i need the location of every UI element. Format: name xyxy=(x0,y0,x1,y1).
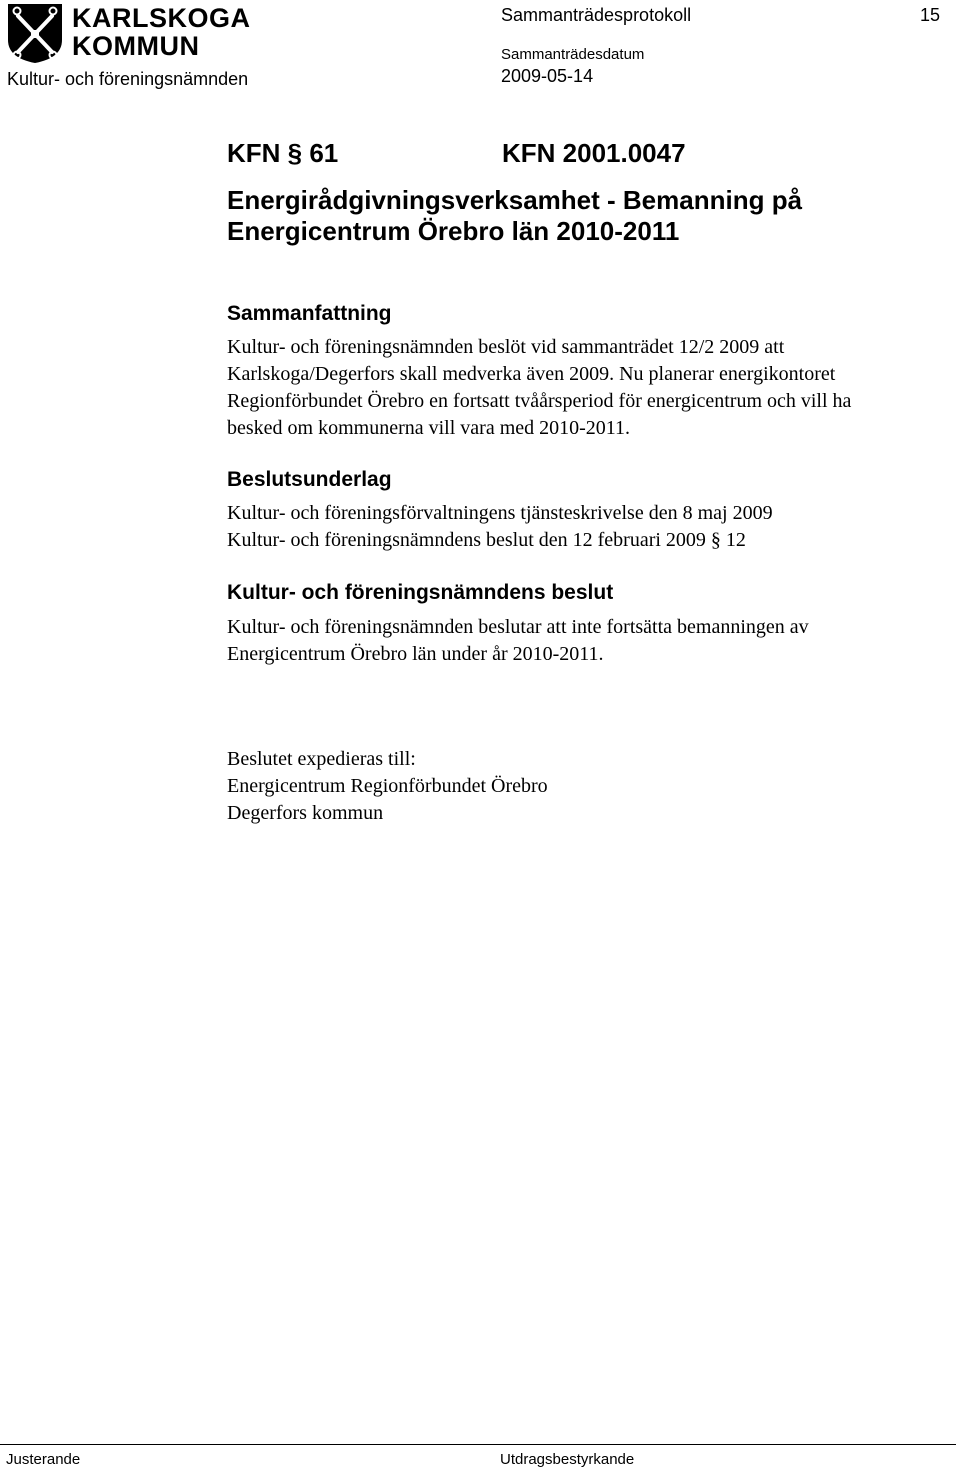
case-title-line1: Energirådgivningsverksamhet - Bemanning på xyxy=(227,185,803,215)
summary-line: besked om kommunerna vill vara med 2010-2011. xyxy=(227,417,631,439)
distribution-recipient: Degerfors kommun xyxy=(227,802,384,824)
summary-line: Kultur- och föreningsnämnden beslöt vid sammanträdet 12/2 2009 att xyxy=(227,336,785,358)
summary-text xyxy=(227,334,957,442)
distribution-recipient: Energicentrum Regionförbundet Örebro xyxy=(227,775,548,797)
paragraph-number: KFN § 61 xyxy=(227,138,339,168)
decision-basis-heading: Beslutsunderlag xyxy=(227,468,392,491)
distribution-list xyxy=(227,746,957,827)
page-number: 15 xyxy=(920,5,941,25)
municipality-name xyxy=(72,4,251,60)
decision-heading: Kultur- och föreningsnämndens beslut xyxy=(227,581,614,604)
karlskoga-coat-of-arms-logo xyxy=(6,2,64,64)
case-title xyxy=(227,185,927,247)
logo-text-line1: KARLSKOGA xyxy=(72,3,251,33)
decision-basis-text xyxy=(227,500,957,554)
footer-divider xyxy=(0,1444,956,1445)
document-type: Sammanträdesprotokoll xyxy=(501,5,692,25)
decision-line: Kultur- och föreningsnämnden beslutar att inte fortsätta bemanningen av xyxy=(227,616,809,638)
decision-basis-line: Kultur- och föreningsförvaltningens tjänsteskrivelse den 8 maj 2009 xyxy=(227,502,773,524)
meeting-date-label: Sammanträdesdatum xyxy=(501,46,645,63)
summary-heading: Sammanfattning xyxy=(227,302,392,325)
summary-line: Regionförbundet Örebro en fortsatt tvåårsperiod för energicentrum och vill ha xyxy=(227,390,852,412)
decision-basis-line: Kultur- och föreningsnämndens beslut den 12 februari 2009 § 12 xyxy=(227,529,746,551)
decision-text xyxy=(227,614,957,668)
summary-line: Karlskoga/Degerfors skall medverka även 2009. Nu planerar energikontoret xyxy=(227,363,836,385)
extract-certification-label: Utdragsbestyrkande xyxy=(500,1451,635,1468)
decision-line: Energicentrum Örebro län under år 2010-2011. xyxy=(227,643,604,665)
meeting-date: 2009-05-14 xyxy=(501,66,594,86)
logo-text-line2: KOMMUN xyxy=(72,31,200,61)
adjuster-label: Justerande xyxy=(6,1451,81,1468)
distribution-label: Beslutet expedieras till: xyxy=(227,748,416,770)
committee-name: Kultur- och föreningsnämnden xyxy=(7,69,249,89)
diary-number: KFN 2001.0047 xyxy=(502,138,686,168)
case-title-line2: Energicentrum Örebro län 2010-2011 xyxy=(227,216,680,246)
